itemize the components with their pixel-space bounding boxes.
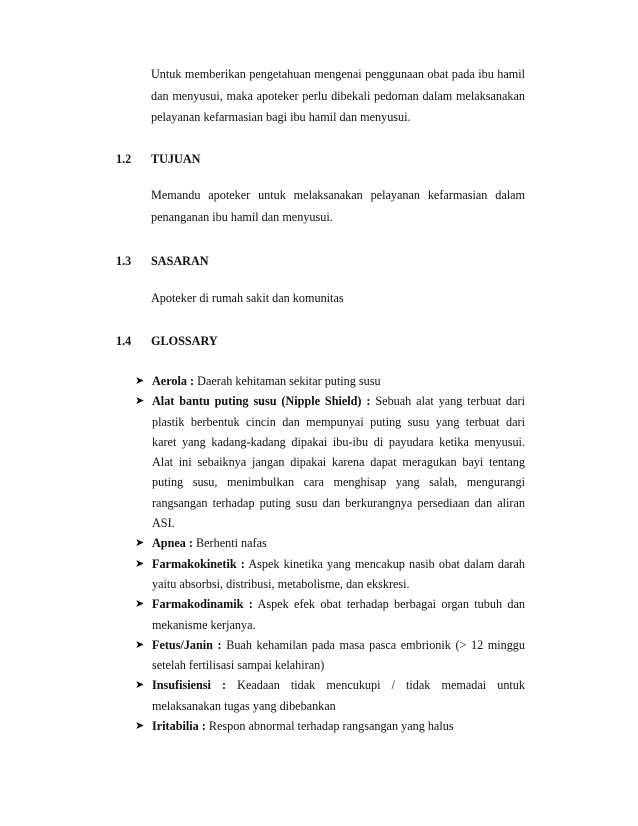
section-title: TUJUAN bbox=[151, 152, 201, 166]
glossary-item bbox=[134, 594, 525, 635]
intro-line: Untuk memberikan pengetahuan mengenai penggunaan obat pada ibu hamil bbox=[151, 67, 525, 81]
arrow-bullet-icon: ➤ bbox=[135, 557, 145, 570]
section-title: SASARAN bbox=[151, 254, 209, 268]
glossary-item bbox=[134, 675, 525, 716]
intro-paragraph bbox=[151, 64, 525, 129]
glossary-definition: setelah fertilisasi sampai kelahiran) bbox=[152, 658, 325, 673]
section-line: penanganan ibu hamil dan menyusui. bbox=[151, 209, 333, 224]
intro-line: dan menyusui, maka apoteker perlu dibekali pedoman dalam melaksanakan bbox=[151, 88, 525, 103]
section-number: 1.2 bbox=[116, 152, 132, 166]
arrow-bullet-icon: ➤ bbox=[135, 395, 145, 408]
glossary-term: Iritabilia : bbox=[152, 719, 206, 734]
arrow-bullet-icon: ➤ bbox=[135, 679, 145, 692]
glossary-item bbox=[134, 371, 525, 391]
glossary-term: Aerola : bbox=[152, 374, 195, 388]
glossary-term: Fetus/Janin : bbox=[152, 637, 222, 652]
glossary-item bbox=[134, 635, 525, 676]
section-line: Memandu apoteker untuk melaksanakan pelayanan kefarmasian dalam bbox=[151, 188, 525, 202]
glossary-definition: Sebuah alat yang terbuat dari bbox=[375, 394, 525, 409]
glossary-definition: yaitu absorbsi, distribusi, metabolisme, dan ekskresi. bbox=[152, 576, 410, 591]
glossary-definition: Aspek efek obat terhadap berbagai organ tubuh dan bbox=[257, 597, 526, 612]
glossary-item bbox=[134, 716, 525, 736]
glossary-item bbox=[134, 554, 525, 595]
glossary-definition: Daerah kehitaman sekitar puting susu bbox=[197, 374, 381, 388]
glossary-definition: ASI. bbox=[152, 516, 175, 531]
section-number: 1.4 bbox=[116, 334, 132, 348]
section-line: Apoteker di rumah sakit dan komunitas bbox=[151, 291, 344, 305]
glossary-definition: Keadaan tidak mencukupi / tidak memadai untuk bbox=[237, 678, 525, 693]
glossary-definition: melaksanakan tugas yang dibebankan bbox=[152, 698, 336, 713]
arrow-bullet-icon: ➤ bbox=[135, 537, 145, 550]
glossary-definition: Alat ini sebaiknya jangan dipakai karena dapat meragukan bayi tentang bbox=[152, 455, 525, 470]
section-paragraph bbox=[151, 288, 525, 310]
glossary-definition: plastik berbentuk cincin dan mempunyai puting susu yang terbuat dari bbox=[152, 414, 525, 429]
glossary-definition: puting susu, menimbulkan cara menghisap yang salah, mengurangi bbox=[152, 475, 525, 490]
glossary-list bbox=[134, 371, 525, 736]
glossary-definition: Buah kehamilan pada masa pasca embrionik (> 12 minggu bbox=[226, 637, 525, 652]
section-paragraph bbox=[151, 185, 525, 228]
glossary-definition: rangsangan terhadap puting susu dan berkurangnya persediaan dan aliran bbox=[152, 495, 525, 510]
glossary-item bbox=[134, 391, 525, 533]
glossary-term: Apnea : bbox=[152, 536, 193, 551]
glossary-definition: Berhenti nafas bbox=[196, 536, 267, 551]
glossary-item bbox=[134, 533, 525, 553]
glossary-definition: karet yang kadang-kadang dipakai ibu-ibu di payudara ketika menyusui. bbox=[152, 434, 525, 449]
glossary-term: Insufisiensi : bbox=[152, 678, 227, 693]
glossary-term: Alat bantu puting susu (Nipple Shield) : bbox=[152, 394, 371, 409]
arrow-bullet-icon: ➤ bbox=[135, 598, 145, 611]
arrow-bullet-icon: ➤ bbox=[135, 375, 145, 387]
glossary-definition: mekanisme kerjanya. bbox=[152, 617, 256, 632]
arrow-bullet-icon: ➤ bbox=[135, 720, 145, 733]
glossary-definition: Aspek kinetika yang mencakup nasib obat dalam darah bbox=[248, 556, 525, 571]
section-number: 1.3 bbox=[116, 254, 132, 268]
glossary-definition: Respon abnormal terhadap rangsangan yang halus bbox=[208, 719, 454, 734]
section-title: GLOSSARY bbox=[151, 334, 218, 348]
intro-line: pelayanan kefarmasian bagi ibu hamil dan menyusui. bbox=[151, 110, 411, 124]
glossary-term: Farmakodinamik : bbox=[152, 597, 253, 612]
arrow-bullet-icon: ➤ bbox=[135, 638, 145, 651]
glossary-term: Farmakokinetik : bbox=[152, 556, 245, 571]
